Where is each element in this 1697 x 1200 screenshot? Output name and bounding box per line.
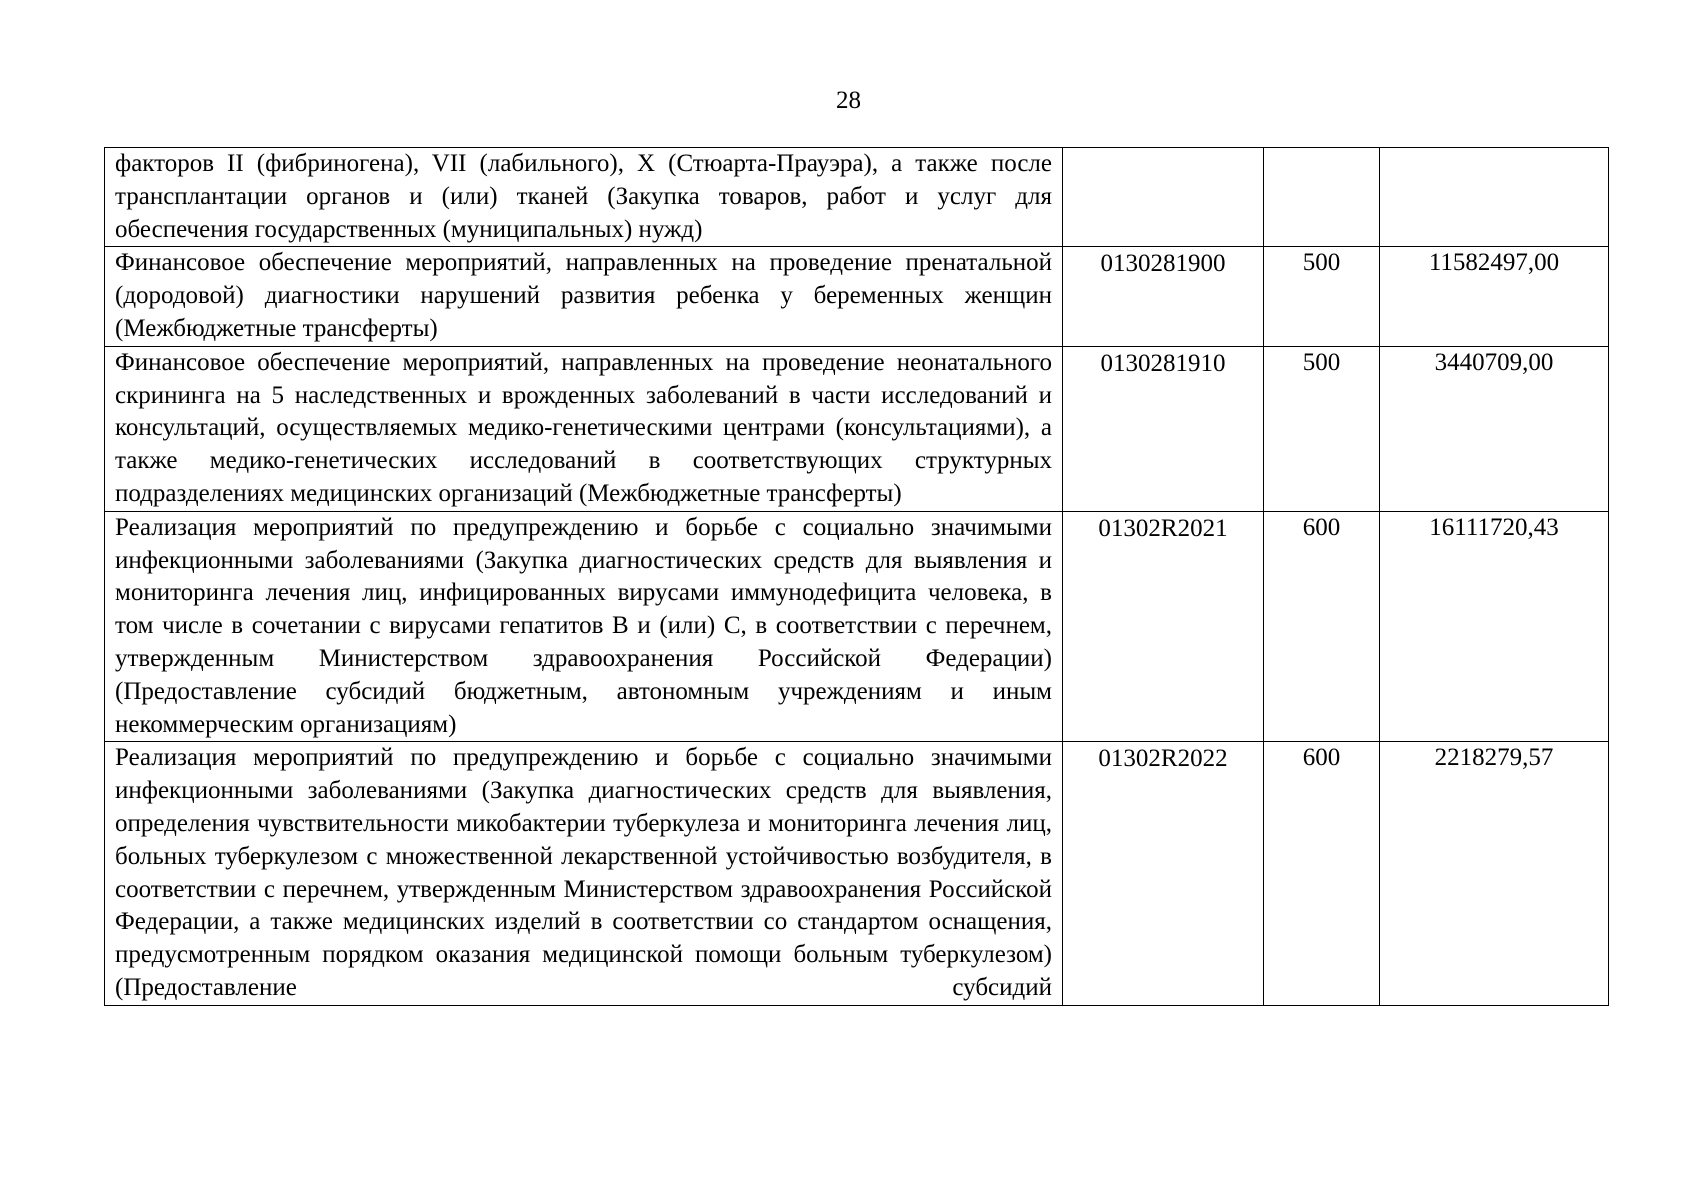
table-row bbox=[105, 148, 1609, 247]
row-expense-type bbox=[1264, 148, 1380, 247]
row-description: факторов II (фибриногена), VII (лабильного), X (Стюарта-Прауэра), а также после трансплантации органов и (или) тканей (Закупка товаров, работ и услуг для обеспечения государственных (муниципальных) нужд) bbox=[105, 148, 1063, 247]
row-expense-type: 600 bbox=[1264, 511, 1380, 742]
row-expense-type: 500 bbox=[1264, 346, 1380, 511]
budget-table bbox=[104, 147, 1609, 1006]
row-expense-type: 600 bbox=[1264, 742, 1380, 1005]
table-row bbox=[105, 247, 1609, 346]
table-row bbox=[105, 742, 1609, 1005]
page-number: 28 bbox=[836, 87, 861, 114]
row-amount: 2218279,57 bbox=[1380, 742, 1609, 1005]
row-expense-type: 500 bbox=[1264, 247, 1380, 346]
row-amount bbox=[1380, 148, 1609, 247]
row-description: Финансовое обеспечение мероприятий, направленных на проведение пренатальной (дородовой) диагностики нарушений развития ребенка у беременных женщин (Межбюджетные трансферты) bbox=[105, 247, 1063, 346]
row-code: 0130281900 bbox=[1063, 247, 1264, 346]
row-description: Финансовое обеспечение мероприятий, направленных на проведение неонатального скрининга на 5 наследственных и врожденных заболеваний в части исследований и консультаций, осуществляемых медико-генетическими центрами (консультациями), а также медико-генетических исследований в соответствующих структурных подразделениях медицинских организаций (Межбюджетные трансферты) bbox=[105, 346, 1063, 511]
table-row bbox=[105, 511, 1609, 742]
row-amount: 11582497,00 bbox=[1380, 247, 1609, 346]
row-code: 0130281910 bbox=[1063, 346, 1264, 511]
row-amount: 16111720,43 bbox=[1380, 511, 1609, 742]
row-code bbox=[1063, 148, 1264, 247]
row-description: Реализация мероприятий по предупреждению и борьбе с социально значимыми инфекционными заболеваниями (Закупка диагностических средств для выявления, определения чувствительности микобактерии туберкулеза и мониторинга лечения лиц, больных туберкулезом с множественной лекарственной устойчивостью возбудителя, в соответствии с перечнем, утвержденным Министерством здравоохранения Российской Федерации, а также медицинских изделий в соответствии со стандартом оснащения, предусмотренным порядком оказания медицинской помощи больным туберкулезом) (Предоставление субсидий bbox=[105, 742, 1063, 1005]
row-code: 01302R2022 bbox=[1063, 742, 1264, 1005]
row-description: Реализация мероприятий по предупреждению и борьбе с социально значимыми инфекционными заболеваниями (Закупка диагностических средств для выявления и мониторинга лечения лиц, инфицированных вирусами иммунодефицита человека, в том числе в сочетании с вирусами гепатитов B и (или) C, в соответствии с перечнем, утвержденным Министерством здравоохранения Российской Федерации) (Предоставление субсидий бюджетным, автономным учреждениям и иным некоммерческим организациям) bbox=[105, 511, 1063, 742]
row-code: 01302R2021 bbox=[1063, 511, 1264, 742]
table-row bbox=[105, 346, 1609, 511]
row-amount: 3440709,00 bbox=[1380, 346, 1609, 511]
